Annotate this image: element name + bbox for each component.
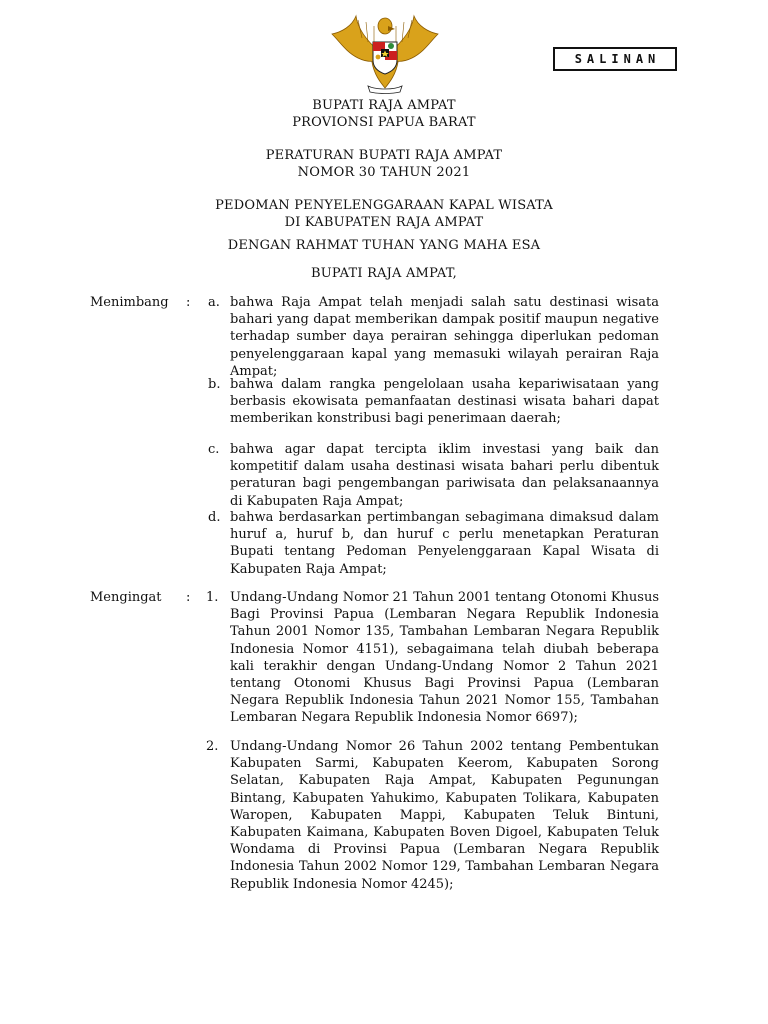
menimbang-mark-a: a. bbox=[208, 295, 220, 310]
regulation-number: NOMOR 30 TAHUN 2021 bbox=[297, 165, 471, 180]
mengingat-colon: : bbox=[186, 590, 191, 605]
authority-line-2: PROVIONSI PAPUA BARAT bbox=[292, 115, 476, 130]
authority-line-1: BUPATI RAJA AMPAT bbox=[312, 98, 456, 113]
mengingat-mark-1: 1. bbox=[206, 590, 219, 605]
subject-line-2: DI KABUPATEN RAJA AMPAT bbox=[284, 215, 484, 230]
salinan-stamp: SALINAN bbox=[553, 47, 677, 71]
garuda-emblem-icon bbox=[328, 12, 442, 94]
menimbang-item-a: bahwa Raja Ampat telah menjadi salah satu destinasi wisata bahari yang dapat memberikan dampak positif maupun negative terhadap sumber daya perairan sehingga diperlukan pedoman penyelenggaraan kapal yang memasuki wilayah perairan Raja Ampat; bbox=[230, 295, 659, 379]
mengingat-mark-2: 2. bbox=[206, 739, 219, 754]
menimbang-mark-b: b. bbox=[208, 377, 221, 392]
menimbang-mark-c: c. bbox=[208, 442, 220, 457]
menimbang-colon: : bbox=[186, 295, 191, 310]
menimbang-item-c: bahwa agar dapat tercipta iklim investasi yang baik dan kompetitif dalam usaha destinasi wisata bahari perlu dibentuk peraturan bagi pengembangan pariwisata dan pelaksanaannya di Kabupaten Raja Ampat; bbox=[230, 442, 659, 509]
mengingat-item-1: Undang-Undang Nomor 21 Tahun 2001 tentang Otonomi Khusus Bagi Provinsi Papua (Lembaran Negara Republik Indonesia Tahun 2001 Nomor 135, Tambahan Lembaran Negara Republik Indonesia Nomor 4151), sebagaimana telah diubah beberapa kali terakhir dengan Undang-Undang Nomor 2 Tahun 2021 tentang Otonomi Khusus Bagi Provinsi Papua (Lembaran Negara Republik Indonesia Tahun 2021 Nomor 155, Tambahan Lembaran Negara Republik Indonesia Nomor 6697); bbox=[230, 590, 659, 726]
menimbang-item-b: bahwa dalam rangka pengelolaan usaha kepariwisataan yang berbasis ekowisata pemanfaatan destinasi wisata bahari dapat memberikan konstribusi bagi penerimaan daerah; bbox=[230, 377, 659, 427]
preamble: DENGAN RAHMAT TUHAN YANG MAHA ESA bbox=[227, 238, 541, 253]
regulation-title: PERATURAN BUPATI RAJA AMPAT bbox=[265, 148, 503, 163]
mengingat-label: Mengingat bbox=[90, 590, 162, 605]
menimbang-label: Menimbang bbox=[90, 295, 169, 310]
menimbang-item-d: bahwa berdasarkan pertimbangan sebagimana dimaksud dalam huruf a, huruf b, dan huruf c perlu menetapkan Peraturan Bupati tentang Pedoman Penyelenggaraan Kapal Wisata di Kabupaten Raja Ampat; bbox=[230, 510, 659, 577]
subject-line-1: PEDOMAN PENYELENGGARAAN KAPAL WISATA bbox=[215, 198, 553, 213]
issuer-heading: BUPATI RAJA AMPAT, bbox=[310, 266, 457, 281]
mengingat-item-2: Undang-Undang Nomor 26 Tahun 2002 tentang Pembentukan Kabupaten Sarmi, Kabupaten Keerom, Kabupaten Sorong Selatan, Kabupaten Raja Ampat, Kabupaten Pegunungan Bintang, Kabupaten Yahukimo, Kabupaten Tolikara, Kabupaten Waropen, Kabupaten Mappi, Kabupaten Teluk Bintuni, Kabupaten Kaimana, Kabupaten Boven Digoel, Kabupaten Teluk Wondama di Provinsi Papua (Lembaran Negara Republik Indonesia Tahun 2002 Nomor 129, Tambahan Lembaran Negara Republik Indonesia Nomor 4245); bbox=[230, 739, 659, 892]
menimbang-mark-d: d. bbox=[208, 510, 221, 525]
